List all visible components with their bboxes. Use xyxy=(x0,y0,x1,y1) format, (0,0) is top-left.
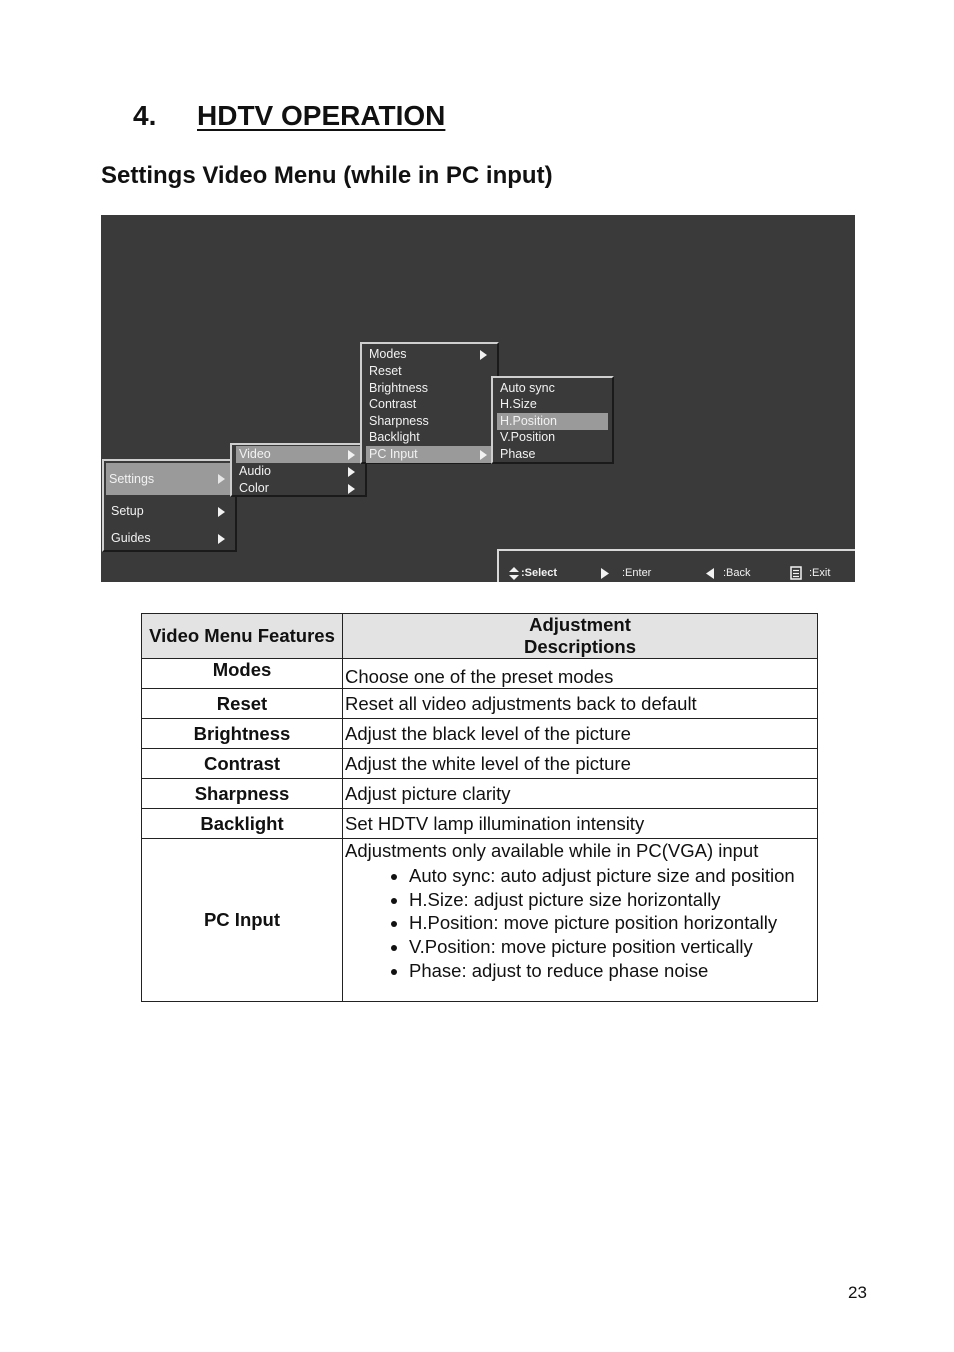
main-menu-panel xyxy=(102,459,237,552)
nav-back-label: :Back xyxy=(723,567,751,579)
list-item: • V.Position: move picture position vertically xyxy=(409,935,815,959)
pc-item-h-size[interactable] xyxy=(497,396,608,413)
table-row xyxy=(142,719,818,749)
chapter-number: 4. xyxy=(133,100,157,131)
description-cell xyxy=(343,839,818,1002)
main-menu-item-guides[interactable] xyxy=(108,530,231,547)
pc-item-label: Auto sync xyxy=(500,381,555,395)
menu-button-icon xyxy=(790,566,802,580)
pc-item-label: H.Position xyxy=(500,414,557,428)
video-item-pc-input[interactable] xyxy=(366,446,493,463)
header-desc-line2: Descriptions xyxy=(523,636,637,657)
nav-enter-label: :Enter xyxy=(622,567,652,579)
video-item-contrast[interactable] xyxy=(366,396,493,413)
chevron-right-icon xyxy=(480,350,487,360)
header-descriptions xyxy=(343,614,818,659)
chevron-right-icon xyxy=(348,484,355,494)
chevron-right-icon xyxy=(218,534,225,544)
feature-cell: Contrast xyxy=(142,749,343,779)
settings-item-color[interactable] xyxy=(236,480,361,497)
section-title: Settings Video Menu (while in PC input) xyxy=(101,162,553,189)
chevron-right-icon xyxy=(348,467,355,477)
settings-submenu-panel xyxy=(230,443,367,497)
nav-exit-label: :Exit xyxy=(809,567,831,579)
description-cell: Choose one of the preset modes xyxy=(343,659,818,689)
up-down-arrows-icon xyxy=(509,567,519,581)
main-menu-item-label: Guides xyxy=(111,531,151,545)
video-item-reset[interactable] xyxy=(366,363,493,380)
left-arrow-icon xyxy=(706,568,714,579)
pc-item-label: Phase xyxy=(500,447,536,461)
page-number: 23 xyxy=(848,1283,867,1302)
chevron-right-icon xyxy=(348,450,355,460)
list-item: • H.Position: move picture position horizontally xyxy=(409,911,815,935)
feature-cell: Reset xyxy=(142,689,343,719)
chevron-right-icon xyxy=(480,450,487,460)
settings-item-label: Video xyxy=(239,447,271,461)
video-item-label: Modes xyxy=(369,347,407,361)
main-menu-item-setup[interactable] xyxy=(108,503,231,520)
video-item-label: Brightness xyxy=(369,381,429,395)
pc-input-intro: Adjustments only available while in PC(VGA) input xyxy=(345,840,759,861)
video-item-label: Sharpness xyxy=(369,414,429,428)
feature-cell: PC Input xyxy=(142,839,343,1002)
main-menu-item-settings[interactable] xyxy=(106,463,231,495)
table-row xyxy=(142,659,818,689)
pc-input-bullet-list xyxy=(345,864,815,983)
table-header-row xyxy=(142,614,818,659)
description-cell: Reset all video adjustments back to default xyxy=(343,689,818,719)
feature-cell: Backlight xyxy=(142,809,343,839)
table-row-pc-input xyxy=(142,839,818,1002)
header-features: Video Menu Features xyxy=(142,614,343,659)
pc-item-h-position[interactable] xyxy=(497,413,608,430)
pc-input-submenu-panel xyxy=(491,376,614,464)
feature-cell: Sharpness xyxy=(142,779,343,809)
description-cell: Adjust picture clarity xyxy=(343,779,818,809)
feature-cell: Modes xyxy=(142,659,343,689)
header-desc-line1: Adjustment xyxy=(529,614,631,635)
list-item: • Auto sync: auto adjust picture size and position xyxy=(409,864,815,888)
chevron-right-icon xyxy=(218,507,225,517)
settings-item-label: Color xyxy=(239,481,269,495)
table-row xyxy=(142,689,818,719)
video-item-label: Backlight xyxy=(369,430,420,444)
list-item: • H.Size: adjust picture size horizontally xyxy=(409,888,815,912)
video-menu-features-table xyxy=(141,613,818,1002)
table-row xyxy=(142,779,818,809)
main-menu-item-label: Settings xyxy=(109,472,155,486)
video-submenu-panel xyxy=(360,342,499,464)
pc-item-v-position[interactable] xyxy=(497,429,608,446)
settings-item-audio[interactable] xyxy=(236,463,361,480)
nav-hint-bar xyxy=(497,549,855,582)
description-cell: Adjust the white level of the picture xyxy=(343,749,818,779)
video-item-sharpness[interactable] xyxy=(366,413,493,430)
video-item-label: Contrast xyxy=(369,397,417,411)
chevron-right-icon xyxy=(218,474,225,484)
video-item-label: PC Input xyxy=(369,447,418,461)
video-item-brightness[interactable] xyxy=(366,380,493,397)
feature-cell: Brightness xyxy=(142,719,343,749)
settings-item-label: Audio xyxy=(239,464,271,478)
pc-item-label: V.Position xyxy=(500,430,556,444)
nav-select-label: :Select xyxy=(521,567,558,579)
video-item-backlight[interactable] xyxy=(366,429,493,446)
tv-menu-screenshot xyxy=(101,215,855,582)
settings-item-video[interactable] xyxy=(236,446,361,463)
table-row xyxy=(142,749,818,779)
right-arrow-icon xyxy=(601,568,609,579)
pc-item-auto-sync[interactable] xyxy=(497,380,608,397)
pc-item-phase[interactable] xyxy=(497,446,608,463)
pc-item-label: H.Size xyxy=(500,397,537,411)
video-item-label: Reset xyxy=(369,364,402,378)
video-item-modes[interactable] xyxy=(366,346,493,363)
table-row xyxy=(142,809,818,839)
description-cell: Set HDTV lamp illumination intensity xyxy=(343,809,818,839)
description-cell: Adjust the black level of the picture xyxy=(343,719,818,749)
list-item: • Phase: adjust to reduce phase noise xyxy=(409,959,815,983)
chapter-title: HDTV OPERATION xyxy=(197,100,446,131)
main-menu-item-label: Setup xyxy=(111,504,144,518)
